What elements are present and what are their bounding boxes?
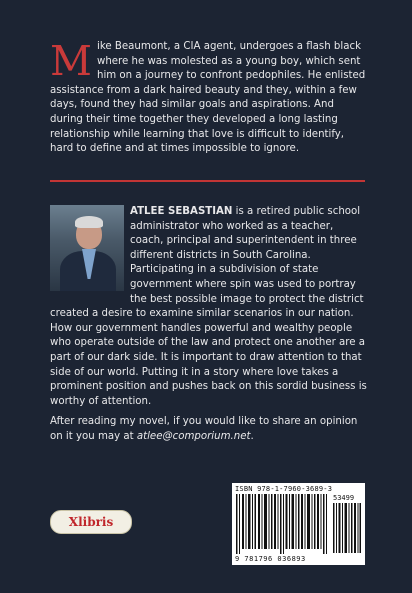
isbn-barcode	[232, 483, 365, 565]
author-bio	[50, 205, 368, 409]
price-code: 53499	[333, 494, 355, 502]
author-email-link[interactable]: atlee@comporium.net	[136, 430, 251, 442]
author-name: ATLEE SEBASTIAN	[130, 206, 233, 217]
publisher-logo	[50, 510, 132, 534]
isbn-digits: 9 781796 036893	[235, 555, 306, 563]
publisher-logo-text: Xlibris	[68, 515, 114, 529]
price-barcode	[333, 503, 361, 553]
author-bio-text: is a retired public school administrator who worked as a teacher, coach, principal and superintendent in three different districts in South Carolina. Participating in a subdivision of state government where spin was used to portray the best possible image to protect the district created a desire to examine similar scenarios in our nation. How our government handles powerful and wealthy people who operate outside of the law and protect one another are a part of our dark side. It is important to draw attention to that side of our world. Putting it in a story where love takes a prominent position and pushes back on this sordid business is worthy of attention.	[50, 206, 367, 407]
contact-text: After reading my novel, if you would like to share an opinion on it you may at	[50, 416, 358, 442]
author-photo	[50, 205, 124, 291]
synopsis-text: ike Beaumont, a CIA agent, undergoes a flash black where he was molested as a young boy, which sent him on a journey to confront pedophiles. He enlisted assistance from a dark haired beauty and they, within a few days, found they had similar goals and aspirations. And during their time together they developed a long lasting relationship while learning that love is difficult to identify, hard to define and at times impossible to ignore.	[50, 41, 366, 155]
ean-barcode	[236, 494, 330, 554]
synopsis-paragraph	[50, 37, 368, 157]
red-divider	[50, 180, 365, 182]
contact-paragraph: After reading my novel, if you would like to share an opinion on it you may at atlee@comporium.net.	[50, 416, 358, 442]
isbn-label: ISBN 978-1-7960-3689-3	[235, 485, 333, 493]
drop-cap: M	[50, 37, 92, 85]
